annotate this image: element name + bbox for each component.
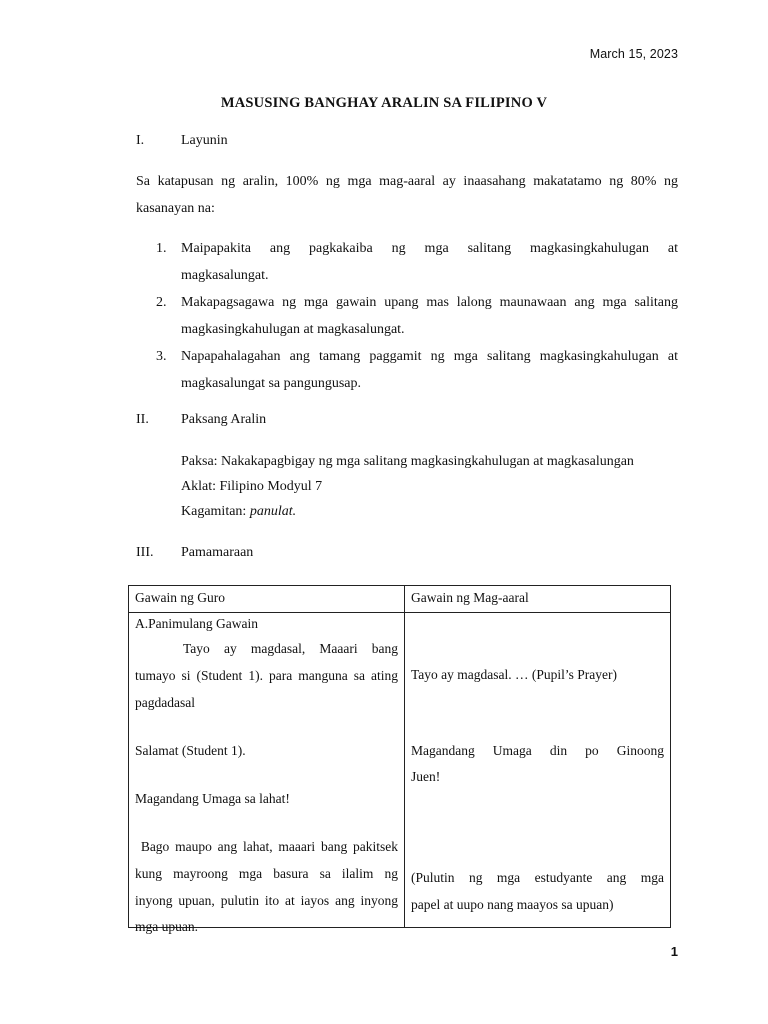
list-item-line: Napapahalagahan ang tamang paggamit ng mga salitang magkasingkahulugan at [181,349,678,364]
table-header-row [129,586,671,613]
section-label: Paksang Aralin [181,412,267,427]
section-heading-pamamaraan [136,545,253,561]
list-item-line: Makapagsagawa ng mga gawain upang mas lalong maunawaan ang mga salitang [181,295,678,310]
section-number: II. [136,412,149,427]
section-label: Pamamaraan [181,545,254,560]
table-header-teacher: Gawain ng Guro [129,586,405,613]
section-heading-paksang-aralin [136,412,266,428]
aklat-line: Aklat: Filipino Modyul 7 [181,479,323,494]
list-item [136,343,678,397]
list-item-number: 1. [156,241,167,256]
document-date: March 15, 2023 [589,47,678,61]
student-line: Tayo ay magdasal. … (Pupil’s Prayer) [411,667,618,682]
teacher-activities-cell [129,613,405,934]
student-line: Magandang Umaga din po Ginoong [411,743,664,758]
teacher-line: inyong upuan, pulutin ito at iayos ang inyong [135,893,398,908]
teacher-line: mga upuan. [135,919,198,934]
teacher-line: tumayo si (Student 1). para manguna sa ating [135,668,398,683]
paksa-line: Paksa: Nakakapagbigay ng mga salitang magkasingkahulugan at magkasalungan [181,454,634,469]
page-number: 1 [670,944,678,959]
teacher-line: Tayo ay magdasal, Maaari bang [183,641,398,656]
teacher-line: Salamat (Student 1). [135,743,246,758]
student-line: papel at uupo nang maayos sa upuan) [411,897,614,912]
student-activities-cell [405,613,671,928]
teacher-line: pagdadasal [135,695,195,710]
list-item [136,289,678,343]
teacher-line: kung mayroong mga basura sa ilalim ng [135,866,398,881]
list-item-text [181,343,678,397]
section-label: Layunin [181,133,228,148]
teacher-line: Bago maupo ang lahat, maaari bang pakitsek [135,839,398,854]
section-number: III. [136,545,154,560]
intro-line: kasanayan na: [136,201,215,216]
section-heading-layunin [136,133,228,149]
lesson-procedure-table [128,585,671,934]
document-title: MASUSING BANGHAY ARALIN SA FILIPINO V [220,95,548,111]
kagamitan-value: panulat. [249,504,297,519]
objectives-list [136,235,678,397]
list-item-line: magkasingkahulugan at magkasalungat. [181,322,405,337]
student-line: (Pulutin ng mga estudyante ang mga [411,870,664,885]
intro-line: Sa katapusan ng aralin, 100% ng mga mag-aaral ay inaasahang makatatamo ng 80% ng [136,174,678,189]
teacher-line: A.Panimulang Gawain [135,616,258,631]
list-item-line: Maipapakita ang pagkakaiba ng mga salitang magkasingkahulugan at [181,241,678,256]
kagamitan-line [181,499,634,524]
lesson-info [181,449,634,524]
list-item-number: 3. [156,349,167,364]
student-line: Juen! [411,769,441,784]
kagamitan-label: Kagamitan: [181,504,250,519]
list-item-text [181,235,678,289]
list-item-text [181,289,678,343]
list-item-line: magkasalungat sa pangungusap. [181,376,362,391]
intro-paragraph [136,168,678,222]
teacher-line: Magandang Umaga sa lahat! [135,791,290,806]
list-item-number: 2. [156,295,167,310]
list-item [136,235,678,289]
list-item-line: magkasalungat. [181,268,269,283]
table-row [129,613,671,928]
section-number: I. [136,133,145,148]
table-header-student: Gawain ng Mag-aaral [405,586,671,613]
